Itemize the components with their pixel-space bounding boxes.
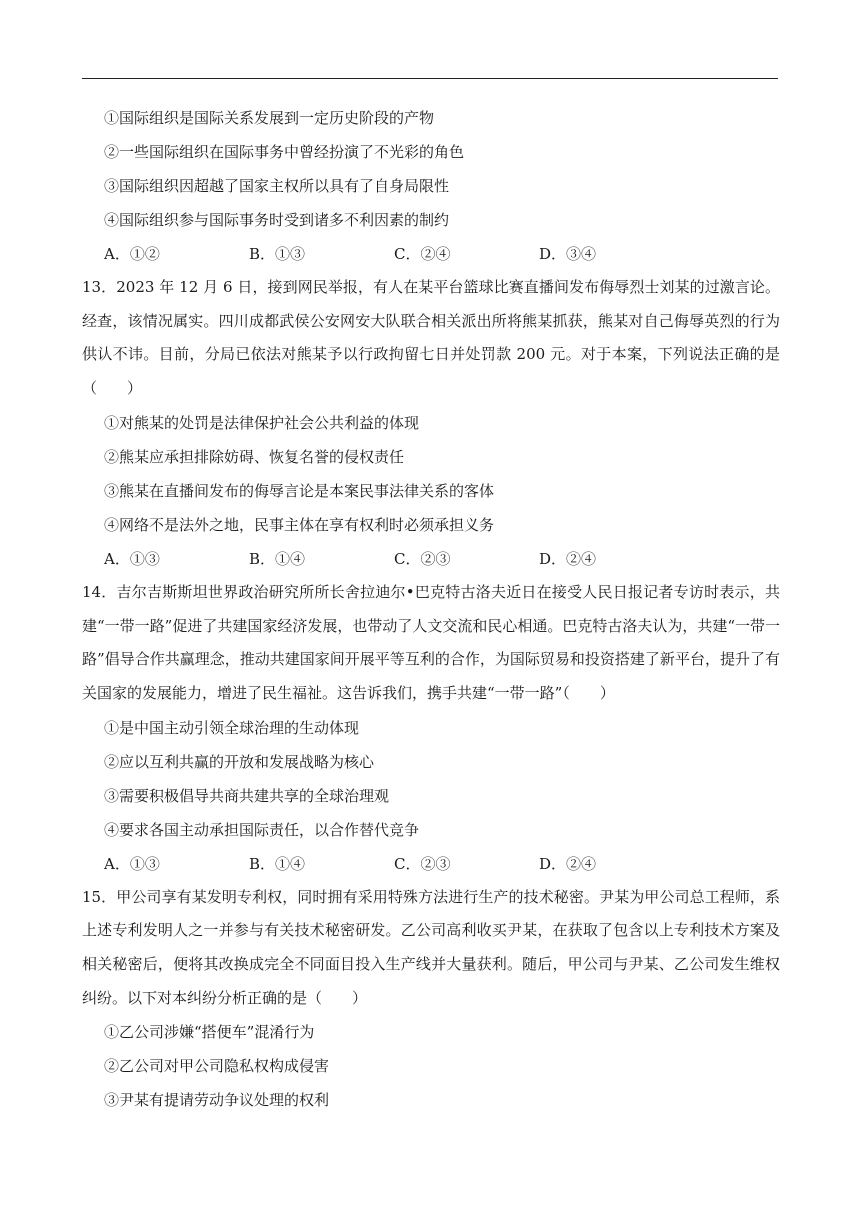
question-stem: 13．2023 年 12 月 6 日，接到网民举报，有人在某平台篮球比赛直播间发布侮辱烈士刘某的过激言论。经查，该情况属实。四川成都武侯公安网安大队联合相关派出所将熊某抓获，熊某对自己侮辱英烈的行为供认不讳。目前，分局已依法对熊某予以行政拘留七日并处罚款 200 元。对于本案，下列说法正确的是（ ）	[82, 278, 780, 398]
statement-1: ①对熊某的处罚是法律保护社会公共利益的体现	[104, 413, 420, 432]
statement-2: ②熊某应承担排除妨碍、恢复名誉的侵权责任	[104, 447, 405, 466]
question-stem: 14．吉尔吉斯斯坦世界政治研究所所长舍拉迪尔•巴克特古洛夫近日在接受人民日报记者专访时表示，共建“一带一路”促进了共建国家经济发展，也带动了人文交流和民心相通。巴克特古洛夫认为，共建“一带一路”倡导合作共赢理念，推动共建国家间开展平等互利的合作，为国际贸易和投资搭建了新平台，提升了有关国家的发展能力，增进了民生福祉。这告诉我们，携手共建“一带一路”（ ）	[82, 582, 781, 702]
statement-2: ②乙公司对甲公司隐私权构成侵害	[104, 1057, 330, 1076]
statement-1: ①乙公司涉嫌“搭便车”混淆行为	[104, 1023, 315, 1042]
choice-b: B．①④	[249, 549, 306, 568]
statement-2: ②应以互利共赢的开放和发展战略为核心	[104, 752, 375, 771]
choice-b: B．①④	[249, 854, 306, 873]
header-rule	[82, 78, 778, 79]
question-14	[82, 576, 780, 881]
choice-d: D．②④	[539, 549, 597, 568]
statement-2: ②一些国际组织在国际事务中曾经扮演了不光彩的角色	[104, 143, 465, 161]
answer-choices	[82, 847, 780, 881]
statement-3: ③熊某在直播间发布的侮辱言论是本案民事法律关系的客体	[104, 481, 495, 500]
choice-a: A．①②	[104, 245, 160, 263]
statement-3: ③尹某有提请劳动争议处理的权利	[104, 1091, 330, 1110]
statement-4: ④要求各国主动承担国际责任，以合作替代竞争	[104, 820, 420, 839]
question-13	[82, 271, 780, 576]
choice-b: B．①③	[249, 245, 306, 263]
question-15	[82, 881, 780, 1118]
choice-d: D．③④	[539, 245, 597, 263]
statement-1: ①国际组织是国际关系发展到一定历史阶段的产物	[104, 109, 435, 127]
statement-3: ③国际组织因超越了国家主权所以具有了自身局限性	[104, 177, 450, 195]
statement-3: ③需要积极倡导共商共建共享的全球治理观	[104, 786, 390, 805]
answer-choices	[82, 542, 780, 576]
choice-a: A．①③	[104, 854, 160, 873]
page-content	[82, 101, 780, 1117]
choice-c: C．②③	[394, 549, 451, 568]
statement-1: ①是中国主动引领全球治理的生动体现	[104, 718, 360, 737]
choice-d: D．②④	[539, 854, 597, 873]
answer-choices	[82, 237, 780, 271]
statement-4: ④国际组织参与国际事务时受到诸多不利因素的制约	[104, 211, 450, 229]
statement-4: ④网络不是法外之地，民事主体在享有权利时必须承担义务	[104, 515, 495, 534]
question-12	[82, 101, 780, 271]
choice-c: C．②④	[394, 245, 451, 263]
question-stem: 15．甲公司享有某发明专利权，同时拥有采用特殊方法进行生产的技术秘密。尹某为甲公司总工程师，系上述专利发明人之一并参与有关技术秘密研发。乙公司高利收买尹某，在获取了包含以上专利技术方案及相关秘密后，便将其改换成完全不同面目投入生产线并大量获利。随后，甲公司与尹某、乙公司发生维权纠纷。以下对本纠纷分析正确的是（ ）	[82, 887, 780, 1007]
choice-c: C．②③	[394, 854, 451, 873]
choice-a: A．①③	[104, 549, 160, 568]
